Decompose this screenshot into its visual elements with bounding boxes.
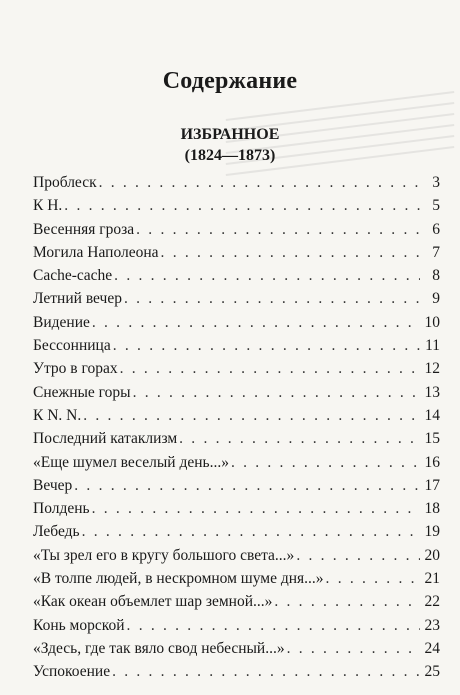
dot-leader	[287, 637, 420, 660]
toc-entry-page: 6	[432, 220, 440, 238]
toc-entry-page: 19	[424, 523, 440, 541]
toc-entry	[33, 264, 440, 287]
toc-entry-page: 13	[424, 383, 440, 401]
dot-leader	[231, 451, 420, 474]
toc-entry-title: Снежные горы	[33, 383, 131, 401]
toc-entry	[33, 287, 440, 310]
dot-leader	[274, 590, 420, 613]
section-years: (1824—1873)	[184, 147, 276, 164]
toc-entry	[33, 357, 440, 380]
toc-entry-title: Cache-cache	[33, 267, 113, 285]
toc-entry-title: К Н.	[33, 197, 63, 215]
section-heading	[0, 124, 460, 166]
toc-entry-page: 16	[424, 453, 440, 471]
toc-entry-page: 12	[424, 360, 440, 378]
page-title: Содержание	[162, 68, 298, 94]
dot-leader	[83, 404, 420, 427]
toc-entry-page: 24	[424, 639, 440, 657]
toc-entry-title: Успокоение	[33, 663, 111, 681]
table-of-contents	[33, 171, 440, 684]
dot-leader	[112, 660, 420, 683]
dot-leader	[114, 264, 420, 287]
toc-entry	[33, 637, 440, 660]
toc-entry-title: Видение	[33, 313, 90, 331]
toc-entry-title: Лебедь	[33, 523, 80, 541]
dot-leader	[99, 171, 420, 194]
toc-entry	[33, 590, 440, 613]
toc-entry	[33, 497, 440, 520]
toc-entry-page: 17	[424, 476, 440, 494]
toc-entry-page: 18	[424, 500, 440, 518]
toc-entry-page: 21	[424, 570, 440, 588]
toc-entry	[33, 567, 440, 590]
toc-entry	[33, 334, 440, 357]
dot-leader	[120, 357, 420, 380]
dot-leader	[64, 194, 420, 217]
toc-entry-title: Последний катаклизм	[33, 430, 178, 448]
toc-entry-page: 10	[424, 313, 440, 331]
dot-leader	[136, 218, 420, 241]
dot-leader	[133, 381, 420, 404]
toc-entry	[33, 194, 440, 217]
toc-entry-page: 7	[432, 243, 440, 261]
toc-entry-title: К N. N.	[33, 406, 82, 424]
toc-entry	[33, 614, 440, 637]
toc-entry-title: Бессонница	[33, 337, 111, 355]
dot-leader	[74, 474, 420, 497]
toc-entry	[33, 474, 440, 497]
toc-entry	[33, 451, 440, 474]
toc-entry-title: «Здесь, где так вяло свод небесный...»	[33, 639, 285, 657]
toc-entry-title: Полдень	[33, 500, 90, 518]
toc-entry-title: Весенняя гроза	[33, 220, 135, 238]
dot-leader	[82, 520, 420, 543]
toc-entry-title: Вечер	[33, 476, 73, 494]
dot-leader	[92, 311, 420, 334]
toc-entry	[33, 544, 440, 567]
toc-entry-page: 15	[424, 430, 440, 448]
dot-leader	[113, 334, 420, 357]
toc-entry-page: 5	[432, 197, 440, 215]
dot-leader	[124, 287, 420, 310]
dot-leader	[179, 427, 420, 450]
dot-leader	[296, 544, 420, 567]
toc-entry-title: Проблеск	[33, 174, 97, 191]
toc-entry	[33, 520, 440, 543]
toc-entry-title: Утро в горах	[33, 360, 118, 378]
toc-entry	[33, 427, 440, 450]
toc-entry-page: 23	[424, 616, 440, 634]
section-title: ИЗБРАННОЕ	[180, 126, 280, 143]
toc-entry	[33, 171, 440, 194]
toc-entry-title: Могила Наполеона	[33, 243, 159, 261]
toc-entry	[33, 381, 440, 404]
toc-entry-title: Летний вечер	[33, 290, 122, 308]
toc-entry-title: «В толпе людей, в нескромном шуме дня...»	[33, 570, 324, 588]
toc-entry	[33, 311, 440, 334]
toc-entry	[33, 241, 440, 264]
toc-entry-page: 9	[432, 290, 440, 308]
dot-leader	[326, 567, 420, 590]
toc-entry-title: Конь морской	[33, 616, 125, 634]
toc-entry-page: 22	[424, 593, 440, 611]
toc-entry-page: 8	[432, 267, 440, 285]
toc-entry-title: «Ты зрел его в кругу большого света...»	[33, 546, 295, 564]
toc-entry-page: 11	[425, 337, 440, 355]
toc-entry-title: «Как океан объемлет шар земной...»	[33, 593, 273, 611]
toc-entry-page: 25	[424, 663, 440, 681]
toc-entry-page: 14	[424, 406, 440, 424]
dot-leader	[127, 614, 420, 637]
toc-entry	[33, 218, 440, 241]
toc-entry-page: 20	[424, 546, 440, 564]
toc-entry-title: «Еще шумел веселый день...»	[33, 453, 229, 471]
dot-leader	[161, 241, 420, 264]
toc-entry	[33, 404, 440, 427]
toc-entry	[33, 660, 440, 683]
dot-leader	[92, 497, 420, 520]
toc-entry-page: 3	[432, 174, 440, 191]
